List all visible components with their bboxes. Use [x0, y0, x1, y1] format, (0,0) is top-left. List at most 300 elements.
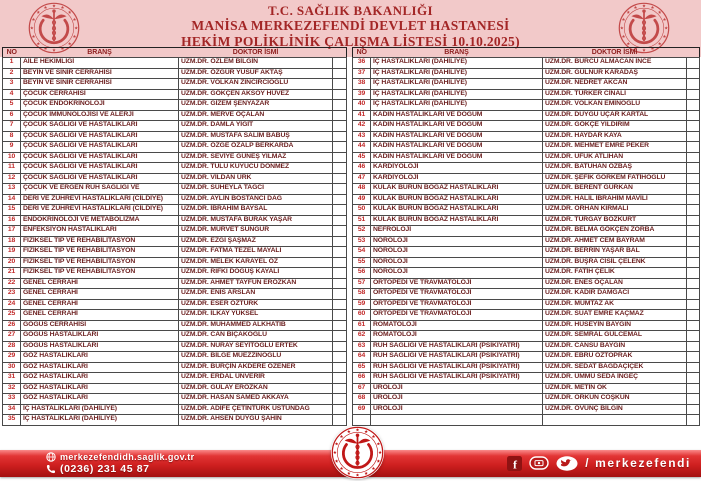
- table-row: [3, 331, 347, 342]
- col-header-spare: [687, 48, 700, 58]
- brans-cell: DERİ VE ZÜHREVİ HASTALIKLARI (CİLDİYE): [21, 205, 179, 216]
- brans-cell: GÖĞÜS CERRAHİSİ: [21, 320, 179, 331]
- spare-cell: [687, 79, 700, 90]
- brans-cell: ÜROLOJİ: [371, 404, 543, 415]
- col-header-no: NO: [6, 49, 17, 56]
- spare-cell: [687, 257, 700, 268]
- doktor-cell: UZM.DR. TÜRKER CİNALİ: [543, 89, 687, 100]
- doktor-cell: UZM.DR. METİN OK: [543, 383, 687, 394]
- table-row: [353, 247, 700, 258]
- spare-cell: [333, 226, 347, 237]
- spare-cell: [687, 142, 700, 153]
- doktor-cell: UZM.DR. MUSTAFA SALİM BABUŞ: [179, 131, 333, 142]
- spare-cell: [333, 142, 347, 153]
- table-row: [353, 299, 700, 310]
- table-row: [3, 121, 347, 132]
- no-cell: 63: [353, 341, 371, 352]
- brans-cell: ROMATOLOJİ: [371, 331, 543, 342]
- spare-cell: [687, 100, 700, 111]
- table-row: [3, 68, 347, 79]
- brans-cell: ÇOCUK SAĞLIĞI VE HASTALIKLARI: [21, 163, 179, 174]
- brans-cell: FİZİKSEL TIP VE REHABİLİTASYON: [21, 257, 179, 268]
- table-row: [3, 394, 347, 405]
- brans-cell: ORTOPEDİ VE TRAVMATOLOJİ: [371, 299, 543, 310]
- spare-cell: [687, 173, 700, 184]
- twitter-icon: [556, 456, 578, 471]
- brans-cell: DERİ VE ZÜHREVİ HASTALIKLARI (CİLDİYE): [21, 194, 179, 205]
- spare-cell: [687, 184, 700, 195]
- spare-cell: [687, 163, 700, 174]
- doktor-cell: UZM.DR. BURCU ALMACAN İNCE: [543, 58, 687, 69]
- doktor-cell: UZM.DR. MEHMET EMRE PEKER: [543, 142, 687, 153]
- no-cell: 10: [3, 152, 21, 163]
- spare-cell: [687, 194, 700, 205]
- no-cell: 39: [353, 89, 371, 100]
- table-row: [3, 268, 347, 279]
- doktor-cell: UZM.DR. FATİH ÇELİK: [543, 268, 687, 279]
- table-row: [3, 289, 347, 300]
- no-cell: 28: [3, 341, 21, 352]
- brans-cell: FİZİKSEL TIP VE REHABİLİTASYON: [21, 236, 179, 247]
- table-row: [3, 278, 347, 289]
- table-row: [353, 404, 700, 415]
- brans-cell: ÜROLOJİ: [371, 394, 543, 405]
- spare-cell: [333, 100, 347, 111]
- table-row: [353, 394, 700, 405]
- table-row: [353, 152, 700, 163]
- no-cell: 13: [3, 184, 21, 195]
- spare-cell: [687, 394, 700, 405]
- doktor-cell: UZM.DR. BURÇİN AKDERE ÖZENER: [179, 362, 333, 373]
- spare-cell: [687, 215, 700, 226]
- table-row: [353, 121, 700, 132]
- brans-cell: GÖZ HASTALIKLARI: [21, 383, 179, 394]
- spare-cell: [687, 320, 700, 331]
- brans-cell: İÇ HASTALIKLARI (DAHİLİYE): [371, 89, 543, 100]
- no-cell: [353, 415, 371, 426]
- table-row: [353, 278, 700, 289]
- doktor-cell: UZM.DR. HALİL İBRAHİM MAVİLİ: [543, 194, 687, 205]
- spare-cell: [333, 110, 347, 121]
- table-row: [353, 184, 700, 195]
- no-cell: 20: [3, 257, 21, 268]
- no-cell: 3: [3, 79, 21, 90]
- no-cell: 34: [3, 404, 21, 415]
- col-header-doktor: DOKTOR İSMİ: [232, 49, 279, 56]
- no-cell: 32: [3, 383, 21, 394]
- no-cell: 65: [353, 362, 371, 373]
- no-cell: 26: [3, 320, 21, 331]
- table-row: [3, 100, 347, 111]
- doktor-cell: UZM.DR. BERENT GÜRKAN: [543, 184, 687, 195]
- spare-cell: [687, 331, 700, 342]
- brans-cell: İÇ HASTALIKLARI (DAHİLİYE): [371, 58, 543, 69]
- table-row: [353, 110, 700, 121]
- doktor-cell: UZM.DR. SEMRAL GÜLCEMAL: [543, 331, 687, 342]
- brans-cell: ÇOCUK SAĞLIĞI VE HASTALIKLARI: [21, 142, 179, 153]
- table-row: [353, 142, 700, 153]
- ministry-of-health-emblem-icon: [331, 426, 384, 479]
- no-cell: 4: [3, 89, 21, 100]
- brans-cell: GÖZ HASTALIKLARI: [21, 352, 179, 363]
- brans-cell: İÇ HASTALIKLARI (DAHİLİYE): [371, 79, 543, 90]
- doktor-cell: UZM.DR. ÖVÜNÇ BİLGİN: [543, 404, 687, 415]
- spare-cell: [333, 373, 347, 384]
- no-cell: 66: [353, 373, 371, 384]
- col-header-brans: BRANŞ: [87, 49, 112, 56]
- brans-cell: GÖĞÜS HASTALIKLARI: [21, 331, 179, 342]
- doktor-cell: UZM.DR. CAN BIÇAKOĞLU: [179, 331, 333, 342]
- doktor-cell: UZM.DR. CANSU BAYĞIN: [543, 341, 687, 352]
- table-row: [3, 299, 347, 310]
- brans-cell: RUH SAĞLIĞI VE HASTALIKLARI (PSİKİYATRİ): [371, 341, 543, 352]
- brans-cell: KADIN HASTALIKLARI VE DOĞUM: [371, 152, 543, 163]
- no-cell: 68: [353, 394, 371, 405]
- table-row: [353, 268, 700, 279]
- brans-cell: ÇOCUK ENDOKRİNOLOJİ: [21, 100, 179, 111]
- no-cell: 11: [3, 163, 21, 174]
- doktor-cell: UZM.DR. VOLKAN ZINCIRCIOĞLU: [179, 79, 333, 90]
- doktor-cell: UZM.DR. ORHAN KIRMALI: [543, 205, 687, 216]
- spare-cell: [333, 58, 347, 69]
- schedule-table-right: [352, 47, 700, 426]
- doktor-cell: UZM.DR. ADİFE ÇETİNTÜRK ÜSTÜNDAĞ: [179, 404, 333, 415]
- brans-cell: KADIN HASTALIKLARI VE DOĞUM: [371, 142, 543, 153]
- table-row: [3, 383, 347, 394]
- spare-cell: [687, 226, 700, 237]
- table-row: [3, 152, 347, 163]
- doktor-cell: UZM.DR. GİZEM ŞENYAZAR: [179, 100, 333, 111]
- list-title: HEKİM POLİKLİNİK ÇALIŞMA LİSTESİ 10.10.2025): [181, 34, 520, 49]
- no-cell: 56: [353, 268, 371, 279]
- no-cell: 47: [353, 173, 371, 184]
- doktor-cell: UZM.DR. ERDAL ÜNVERİR: [179, 373, 333, 384]
- brans-cell: NEFROLOJİ: [371, 226, 543, 237]
- brans-cell: KULAK BURUN BOĞAZ HASTALIKLARI: [371, 194, 543, 205]
- footer-phone: (0236) 231 45 87: [60, 463, 150, 475]
- no-cell: 67: [353, 383, 371, 394]
- no-cell: 12: [3, 173, 21, 184]
- doktor-cell: UZM.DR. İLKAY YÜKSEL: [179, 310, 333, 321]
- doktor-cell: UZM.DR. NEDRET AKCAN: [543, 79, 687, 90]
- table-row: [353, 236, 700, 247]
- spare-cell: [333, 404, 347, 415]
- doktor-cell: UZM.DR. İBRAHİM BAYSAL: [179, 205, 333, 216]
- no-cell: 53: [353, 236, 371, 247]
- brans-cell: BEYİN VE SİNİR CERRAHİSİ: [21, 68, 179, 79]
- no-cell: 21: [3, 268, 21, 279]
- spare-cell: [333, 68, 347, 79]
- no-cell: 37: [353, 68, 371, 79]
- brans-cell: NÖROLOJİ: [371, 247, 543, 258]
- spare-cell: [687, 383, 700, 394]
- doktor-cell: UZM.DR. BATUHAN ÖZBAŞ: [543, 163, 687, 174]
- no-cell: 16: [3, 215, 21, 226]
- doktor-cell: UZM.DR. EZGİ ŞAŞMAZ: [179, 236, 333, 247]
- doktor-cell: UZM.DR. AYLİN BOSTANCI DAĞ: [179, 194, 333, 205]
- spare-cell: [687, 205, 700, 216]
- instagram-icon: [529, 456, 549, 470]
- spare-cell: [333, 352, 347, 363]
- table-row: [3, 89, 347, 100]
- no-cell: 55: [353, 257, 371, 268]
- brans-cell: GENEL CERRAHİ: [21, 278, 179, 289]
- spare-cell: [687, 152, 700, 163]
- table-row: [353, 415, 700, 426]
- brans-cell: ÇOCUK VE ERGEN RUH SAĞLIĞI VE: [21, 184, 179, 195]
- doktor-cell: UZM.DR. HAYDAR KAYA: [543, 131, 687, 142]
- no-cell: 5: [3, 100, 21, 111]
- table-row: [353, 215, 700, 226]
- doktor-cell: UZM.DR. MÜMTAZ AK: [543, 299, 687, 310]
- doktor-cell: UZM.DR. SÜHEYLA TAĞCI: [179, 184, 333, 195]
- brans-cell: ORTOPEDİ VE TRAVMATOLOJİ: [371, 310, 543, 321]
- spare-cell: [333, 415, 347, 426]
- brans-cell: ENDOKRİNOLOJİ VE METABOLİZMA: [21, 215, 179, 226]
- doktor-cell: UZM.DR. ENES ÖÇALAN: [543, 278, 687, 289]
- brans-cell: ROMATOLOJİ: [371, 320, 543, 331]
- doktor-cell: UZM.DR. MUHAMMED ALKHATIB: [179, 320, 333, 331]
- no-cell: 27: [3, 331, 21, 342]
- no-cell: 69: [353, 404, 371, 415]
- table-row: [3, 215, 347, 226]
- no-cell: 17: [3, 226, 21, 237]
- doktor-cell: UZM.DR. HASAN SAMED AKKAYA: [179, 394, 333, 405]
- schedule-table-left: [2, 47, 347, 426]
- brans-cell: GENEL CERRAHİ: [21, 289, 179, 300]
- doktor-cell: UZM.DR. BİLGE MÜEZZINOĞLU: [179, 352, 333, 363]
- no-cell: 9: [3, 142, 21, 153]
- table-row: [3, 194, 347, 205]
- table-row: [353, 310, 700, 321]
- doktor-cell: UZM.DR. MUSTAFA BURAK YAŞAR: [179, 215, 333, 226]
- col-header-doktor: DOKTOR İSMİ: [591, 49, 638, 56]
- table-row: [3, 247, 347, 258]
- table-row: [3, 79, 347, 90]
- doktor-cell: [543, 415, 687, 426]
- doktor-cell: UZM.DR. ENİS ARSLAN: [179, 289, 333, 300]
- no-cell: 61: [353, 320, 371, 331]
- no-cell: 46: [353, 163, 371, 174]
- no-cell: 52: [353, 226, 371, 237]
- no-cell: 35: [3, 415, 21, 426]
- doktor-cell: UZM.DR. HÜSEYİN BAYĞIN: [543, 320, 687, 331]
- table-row: [3, 131, 347, 142]
- table-row: [353, 173, 700, 184]
- no-cell: 24: [3, 299, 21, 310]
- table-row: [3, 362, 347, 373]
- no-cell: 14: [3, 194, 21, 205]
- brans-cell: ORTOPEDİ VE TRAVMATOLOJİ: [371, 278, 543, 289]
- no-cell: 48: [353, 184, 371, 195]
- no-cell: 25: [3, 310, 21, 321]
- brans-cell: KULAK BURUN BOĞAZ HASTALIKLARI: [371, 205, 543, 216]
- doktor-cell: UZM.DR. KADİR DAMGACI: [543, 289, 687, 300]
- no-cell: 7: [3, 121, 21, 132]
- brans-cell: ORTOPEDİ VE TRAVMATOLOJİ: [371, 289, 543, 300]
- spare-cell: [333, 173, 347, 184]
- no-cell: 38: [353, 79, 371, 90]
- brans-cell: ÇOCUK İMMÜNOLOJİSİ VE ALERJİ: [21, 110, 179, 121]
- table-row: [3, 205, 347, 216]
- spare-cell: [333, 331, 347, 342]
- brans-cell: BEYİN VE SİNİR CERRAHİSİ: [21, 79, 179, 90]
- no-cell: 23: [3, 289, 21, 300]
- spare-cell: [333, 194, 347, 205]
- spare-cell: [687, 110, 700, 121]
- spare-cell: [333, 89, 347, 100]
- spare-cell: [333, 247, 347, 258]
- spare-cell: [333, 121, 347, 132]
- doktor-cell: UZM.DR. BERRİN YAŞAR BAL: [543, 247, 687, 258]
- col-header-no: NO: [356, 49, 367, 56]
- table-row: [353, 194, 700, 205]
- brans-cell: KULAK BURUN BOĞAZ HASTALIKLARI: [371, 215, 543, 226]
- footer-social: [507, 452, 691, 474]
- table-row: [353, 331, 700, 342]
- hospital-title: MANİSA MERKEZEFENDİ DEVLET HASTANESİ: [191, 18, 510, 33]
- table-row: [353, 100, 700, 111]
- brans-cell: GÖZ HASTALIKLARI: [21, 373, 179, 384]
- table-row: [353, 58, 700, 69]
- spare-cell: [333, 383, 347, 394]
- doktor-cell: UZM.DR. ŞEFİK GÖRKEM FATİHOĞLU: [543, 173, 687, 184]
- no-cell: 62: [353, 331, 371, 342]
- no-cell: 31: [3, 373, 21, 384]
- brans-cell: NÖROLOJİ: [371, 268, 543, 279]
- spare-cell: [333, 131, 347, 142]
- table-row: [3, 320, 347, 331]
- brans-cell: NÖROLOJİ: [371, 236, 543, 247]
- table-row: [353, 320, 700, 331]
- spare-cell: [333, 268, 347, 279]
- doktor-cell: UZM.DR. RIFKI DOĞUŞ KAYALI: [179, 268, 333, 279]
- no-cell: 45: [353, 152, 371, 163]
- brans-cell: KADIN HASTALIKLARI VE DOĞUM: [371, 121, 543, 132]
- brans-cell: ÜROLOJİ: [371, 383, 543, 394]
- doktor-cell: UZM.DR. GÜLAY ERÖZKAN: [179, 383, 333, 394]
- brans-cell: FİZİKSEL TIP VE REHABİLİTASYON: [21, 268, 179, 279]
- brans-cell: GÖZ HASTALIKLARI: [21, 362, 179, 373]
- doktor-cell: UZM.DR. DUYGU UÇAR KARTAL: [543, 110, 687, 121]
- col-header-brans: BRANŞ: [444, 49, 469, 56]
- table-row: [353, 341, 700, 352]
- spare-cell: [333, 289, 347, 300]
- table-row: [353, 79, 700, 90]
- table-row: [3, 226, 347, 237]
- doktor-cell: UZM.DR. MERVE ÖÇALAN: [179, 110, 333, 121]
- footer-social-handle: / merkezefendi: [585, 456, 691, 470]
- spare-cell: [687, 341, 700, 352]
- spare-cell: [687, 289, 700, 300]
- no-cell: 41: [353, 110, 371, 121]
- table-row: [353, 226, 700, 237]
- spare-cell: [687, 278, 700, 289]
- brans-cell: NÖROLOJİ: [371, 257, 543, 268]
- doktor-cell: UZM.DR. GÖKÇEN AKSOY HÜVEZ: [179, 89, 333, 100]
- table-row: [3, 173, 347, 184]
- spare-cell: [333, 394, 347, 405]
- doktor-cell: UZM.DR. ÜMMÜ SEDA İNGEÇ: [543, 373, 687, 384]
- brans-cell: KULAK BURUN BOĞAZ HASTALIKLARI: [371, 184, 543, 195]
- spare-cell: [333, 299, 347, 310]
- no-cell: 15: [3, 205, 21, 216]
- table-row: [3, 58, 347, 69]
- no-cell: 33: [3, 394, 21, 405]
- brans-cell: RUH SAĞLIĞI VE HASTALIKLARI (PSİKİYATRİ): [371, 373, 543, 384]
- brans-cell: İÇ HASTALIKLARI (DAHİLİYE): [371, 100, 543, 111]
- doktor-cell: UZM.DR. VOLKAN EMİNOĞLU: [543, 100, 687, 111]
- brans-cell: ÇOCUK SAĞLIĞI VE HASTALIKLARI: [21, 131, 179, 142]
- brans-cell: GÖZ HASTALIKLARI: [21, 394, 179, 405]
- table-row: [3, 404, 347, 415]
- doktor-cell: UZM.DR. VİLDAN ÜRK: [179, 173, 333, 184]
- table-row: [3, 236, 347, 247]
- table-row: [353, 352, 700, 363]
- doktor-cell: UZM.DR. AHMET CEM BAYRAM: [543, 236, 687, 247]
- brans-cell: KARDİYOLOJİ: [371, 173, 543, 184]
- brans-cell: İÇ HASTALIKLARI (DAHİLİYE): [21, 415, 179, 426]
- spare-cell: [333, 278, 347, 289]
- table-row: [3, 373, 347, 384]
- brans-cell: RUH SAĞLIĞI VE HASTALIKLARI (PSİKİYATRİ): [371, 362, 543, 373]
- doktor-cell: UZM.DR. GÜLNUR KARADAŞ: [543, 68, 687, 79]
- spare-cell: [333, 341, 347, 352]
- brans-cell: İÇ HASTALIKLARI (DAHİLİYE): [371, 68, 543, 79]
- no-cell: 19: [3, 247, 21, 258]
- spare-cell: [687, 236, 700, 247]
- table-row: [353, 131, 700, 142]
- doktor-cell: UZM.DR. MÜRVET SUNGUR: [179, 226, 333, 237]
- doktor-cell: UZM.DR. ÖZLEM BİLGİN: [179, 58, 333, 69]
- no-cell: 2: [3, 68, 21, 79]
- spare-cell: [687, 373, 700, 384]
- spare-cell: [687, 131, 700, 142]
- doktor-cell: UZM.DR. UFUK ATLIHAN: [543, 152, 687, 163]
- spare-cell: [687, 299, 700, 310]
- no-cell: 8: [3, 131, 21, 142]
- no-cell: 59: [353, 299, 371, 310]
- no-cell: 43: [353, 131, 371, 142]
- doktor-cell: UZM.DR. FATMA TEZEL MAYALI: [179, 247, 333, 258]
- doktor-cell: UZM.DR. ESER ÖZTÜRK: [179, 299, 333, 310]
- footer-website: merkezefendidh.saglik.gov.tr: [60, 452, 195, 462]
- table-row: [353, 257, 700, 268]
- spare-cell: [333, 320, 347, 331]
- brans-cell: ÇOCUK SAĞLIĞI VE HASTALIKLARI: [21, 121, 179, 132]
- footer-contact: [46, 451, 195, 475]
- no-cell: 44: [353, 142, 371, 153]
- doktor-cell: UZM.DR. SUAT EMRE KAÇMAZ: [543, 310, 687, 321]
- doktor-cell: UZM.DR. AHSEN DUYGU ŞAHİN: [179, 415, 333, 426]
- doktor-cell: UZM.DR. TURGAY BOZKURT: [543, 215, 687, 226]
- brans-cell: GENEL CERRAHİ: [21, 299, 179, 310]
- spare-cell: [687, 121, 700, 132]
- col-header-spare: [333, 48, 347, 58]
- doktor-cell: UZM.DR. GÖKÇE YILDIRIM: [543, 121, 687, 132]
- ministry-title: T.C. SAĞLIK BAKANLIĞI: [268, 3, 433, 18]
- no-cell: 18: [3, 236, 21, 247]
- brans-cell: KADIN HASTALIKLARI VE DOĞUM: [371, 110, 543, 121]
- spare-cell: [687, 310, 700, 321]
- table-row: [353, 373, 700, 384]
- no-cell: 60: [353, 310, 371, 321]
- table-row: [353, 289, 700, 300]
- spare-cell: [687, 415, 700, 426]
- table-row: [3, 163, 347, 174]
- table-row: [3, 415, 347, 426]
- spare-cell: [333, 163, 347, 174]
